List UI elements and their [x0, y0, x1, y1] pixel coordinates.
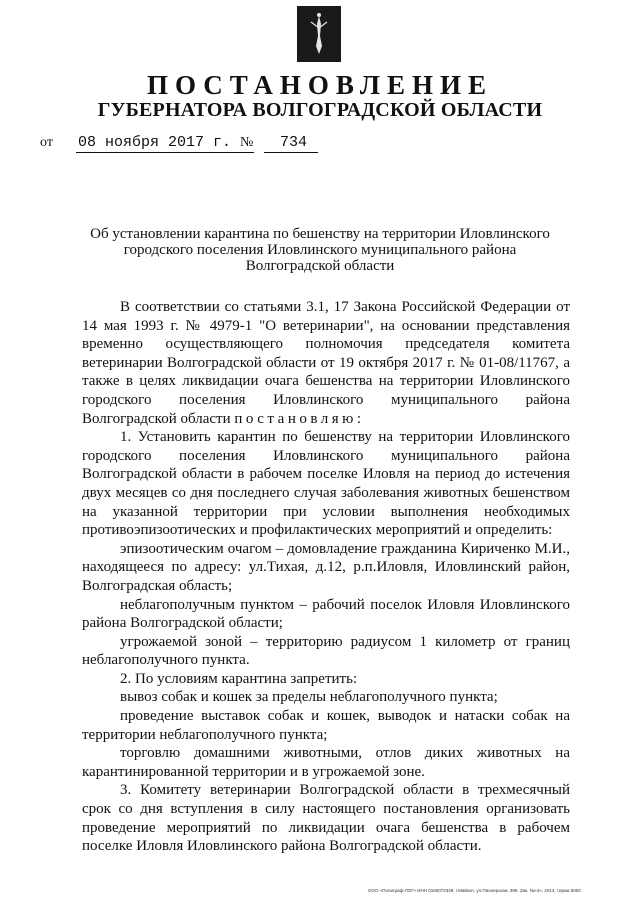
item-paragraph: неблагополучным пунктом – рабочий поселок Иловля Иловлинского района Волгоградской области; — [82, 596, 570, 632]
number-label: № — [240, 135, 254, 150]
item-paragraph: 2. По условиям карантина запретить: — [120, 670, 358, 687]
date-underline — [76, 152, 254, 153]
decree-body — [82, 298, 570, 856]
issuer-title: ГУБЕРНАТОРА ВОЛГОГРАДСКОЙ ОБЛАСТИ — [97, 99, 543, 121]
item-paragraph: вывоз собак и кошек за пределы неблагополучного пункта; — [120, 689, 498, 706]
decree-subject: Об установлении карантина по бешенству на территории Иловлинского городского поселения Иловлинского муниципального района Волгоградской области — [90, 226, 550, 274]
coat-of-arms-icon — [297, 6, 341, 62]
item-paragraph: эпизоотическим очагом – домовладение гражданина Кириченко М.И., находящееся по адресу: ул.Тихая, д.12, р.п.Иловля, Иловлинский район, Волгоградская область; — [82, 540, 570, 594]
item-paragraph: проведение выставок собак и кошек, выводок и натаски собак на территории неблагополучного пункта; — [82, 708, 570, 743]
item-paragraph: угрожаемой зоной – территорию радиусом 1 километр от границ неблагополучного пункта. — [82, 633, 570, 669]
item-paragraph: торговлю домашними животными, отлов диких животных на карантинированной территории и в угрожаемой зоне. — [82, 745, 570, 780]
decree-number: 734 — [280, 134, 308, 151]
item-paragraph: 1. Установить карантин по бешенству на территории Иловлинского городского поселения Иловлинского муниципального района Волгоградской области в рабочем поселке Иловля на период до истечения двух месяцев со дня последнего случая заболевания животных бешенством на указанной территории при условии выполнения необходимых противоэпизоотических и профилактических мероприятий и определить: — [82, 429, 570, 539]
item-paragraph: 3. Комитету ветеринарии Волгоградской области в трехмесячный срок со дня вступления в силу настоящего постановления организовать проведение мероприятий по ликвидации очага бешенства в рабочем поселке Иловля Иловлинского района Волгоградской области. — [82, 782, 570, 855]
date-number-line — [40, 132, 360, 154]
document-title: ПОСТАНОВЛЕНИЕ — [146, 70, 494, 100]
decree-date: 08 ноября 2017 г. — [78, 134, 232, 151]
date-from-label: от — [40, 135, 53, 150]
number-underline — [264, 152, 318, 153]
decree-word: постановляю: — [234, 410, 365, 427]
emblem-graphic — [297, 6, 341, 62]
preamble-text: В соответствии со статьями 3.1, 17 Закона Российской Федерации от 14 мая 1993 г. № 4979-1 "О ветеринарии", на основании представления временно осуществляющего полномочия председателя комитета ветеринарии Волгоградской области от 19 октября 2017 г. № 01-08/11767, а также в целях ликвидации очага бешенства на территории Иловлинского городского поселения Иловлинского муниципального района Волгоградской области — [82, 299, 570, 427]
preamble-paragraph — [82, 298, 570, 428]
print-imprint: ООО «Полиграф-ЛОГ» ИНН 0160072349, г.Майкоп, ул.Пионерская, 398. Зак. №«3», 2013, тираж 5000 — [368, 888, 581, 893]
